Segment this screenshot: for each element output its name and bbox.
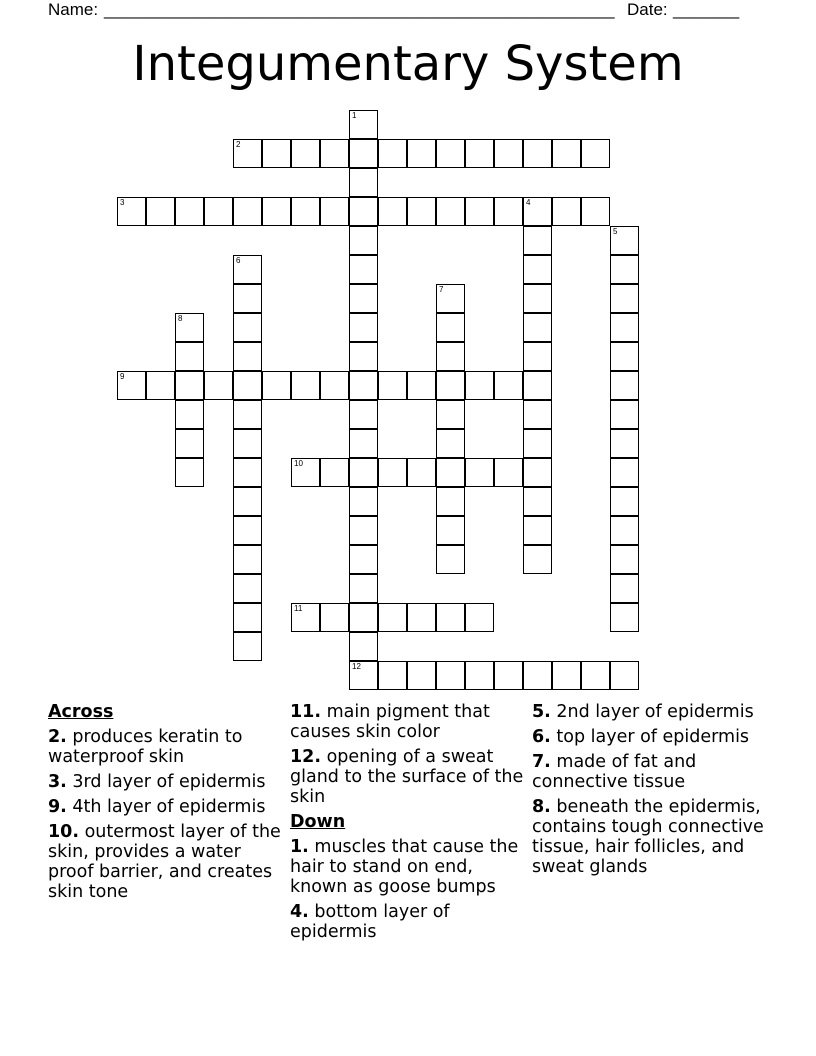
grid-cell[interactable] [378,139,407,168]
grid-cell[interactable] [494,661,523,690]
date-label: Date: [627,0,668,19]
grid-cell[interactable] [407,458,436,487]
grid-cell[interactable] [465,371,494,400]
grid-cell[interactable] [407,661,436,690]
clue-item: 12. opening of a sweat gland to the surface of the skin [290,747,524,807]
grid-cell[interactable] [523,197,552,226]
grid-cell[interactable] [349,284,378,313]
grid-cell[interactable] [233,603,262,632]
grid-cell[interactable] [465,139,494,168]
grid-cell[interactable] [610,458,639,487]
grid-cell[interactable] [349,197,378,226]
grid-cell[interactable] [175,458,204,487]
grid-cell[interactable] [320,197,349,226]
grid-cell[interactable] [523,458,552,487]
grid-cell[interactable] [610,487,639,516]
grid-cell[interactable] [436,429,465,458]
across-heading: Across [48,702,114,722]
grid-cell[interactable] [407,603,436,632]
date-field[interactable]: _______ [673,0,740,19]
grid-cell[interactable] [436,313,465,342]
grid-cell[interactable] [523,400,552,429]
clue-item: 2. produces keratin to waterproof skin [48,727,243,767]
clues-column-1 [48,702,283,907]
grid-cell[interactable] [320,139,349,168]
grid-cell[interactable] [117,371,146,400]
grid-cell[interactable] [349,429,378,458]
grid-cell[interactable] [581,197,610,226]
grid-cell[interactable] [407,197,436,226]
grid-cell[interactable] [610,284,639,313]
grid-cell[interactable] [523,661,552,690]
grid-cell[interactable] [349,545,378,574]
clues-column-3 [532,702,772,882]
clue-number: 2 [236,140,241,149]
grid-cell[interactable] [175,371,204,400]
grid-cell[interactable] [233,632,262,661]
grid-cell[interactable] [610,400,639,429]
grid-cell[interactable] [436,139,465,168]
grid-cell[interactable] [523,226,552,255]
grid-cell[interactable] [378,458,407,487]
grid-cell[interactable] [204,371,233,400]
grid-cell[interactable] [436,284,465,313]
grid-cell[interactable] [175,197,204,226]
grid-cell[interactable] [436,545,465,574]
grid-cell[interactable] [523,487,552,516]
grid-cell[interactable] [523,255,552,284]
grid-cell[interactable] [320,603,349,632]
grid-cell[interactable] [349,574,378,603]
grid-cell[interactable] [436,342,465,371]
grid-cell[interactable] [262,139,291,168]
grid-cell[interactable] [436,516,465,545]
grid-cell[interactable] [175,313,204,342]
grid-cell[interactable] [407,371,436,400]
grid-cell[interactable] [349,313,378,342]
grid-cell[interactable] [320,371,349,400]
grid-cell[interactable] [233,545,262,574]
grid-cell[interactable] [349,226,378,255]
clue-item: 5. 2nd layer of epidermis [532,702,754,722]
clue-number: 1 [352,111,357,120]
grid-cell[interactable] [320,458,349,487]
name-label: Name: [48,0,99,19]
grid-cell[interactable] [436,197,465,226]
down-heading: Down [290,812,346,832]
clue-number: 6 [236,256,241,265]
clue-number: 5 [613,227,618,236]
grid-cell[interactable] [291,458,320,487]
grid-cell[interactable] [436,400,465,429]
grid-cell[interactable] [436,371,465,400]
grid-cell[interactable] [523,545,552,574]
name-field[interactable]: ______________________________________________________ [104,0,615,19]
grid-cell[interactable] [349,661,378,690]
grid-cell[interactable] [523,371,552,400]
grid-cell[interactable] [349,516,378,545]
grid-cell[interactable] [175,400,204,429]
grid-cell[interactable] [233,371,262,400]
grid-cell[interactable] [291,603,320,632]
grid-cell[interactable] [436,661,465,690]
grid-cell[interactable] [494,139,523,168]
grid-cell[interactable] [436,458,465,487]
grid-cell[interactable] [523,284,552,313]
grid-cell[interactable] [378,661,407,690]
grid-cell[interactable] [436,487,465,516]
clue-item: 10. outermost layer of the skin, provides a water proof barrier, and creates skin tone [48,822,281,902]
page-title: Integumentary System [132,36,684,92]
grid-cell[interactable] [349,487,378,516]
grid-cell[interactable] [465,458,494,487]
grid-cell[interactable] [146,197,175,226]
clue-number: 9 [120,372,125,381]
grid-cell[interactable] [349,603,378,632]
grid-cell[interactable] [233,458,262,487]
grid-cell[interactable] [552,139,581,168]
grid-cell[interactable] [233,429,262,458]
grid-cell[interactable] [610,371,639,400]
grid-cell[interactable] [233,342,262,371]
grid-cell[interactable] [233,197,262,226]
grid-cell[interactable] [494,458,523,487]
grid-cell[interactable] [523,342,552,371]
clue-item: 3. 3rd layer of epidermis [48,772,266,792]
clue-number: 7 [439,285,444,294]
grid-cell[interactable] [349,110,378,139]
grid-cell[interactable] [233,139,262,168]
grid-cell[interactable] [291,371,320,400]
grid-cell[interactable] [610,545,639,574]
grid-cell[interactable] [465,603,494,632]
grid-cell[interactable] [378,603,407,632]
grid-cell[interactable] [233,516,262,545]
grid-cell[interactable] [610,313,639,342]
grid-cell[interactable] [349,255,378,284]
grid-cell[interactable] [581,661,610,690]
clue-item: 9. 4th layer of epidermis [48,797,266,817]
grid-cell[interactable] [436,603,465,632]
grid-cell[interactable] [349,458,378,487]
grid-cell[interactable] [262,197,291,226]
clue-number: 10 [294,459,303,468]
grid-cell[interactable] [349,632,378,661]
clue-number: 4 [526,198,531,207]
grid-cell[interactable] [610,603,639,632]
grid-cell[interactable] [349,139,378,168]
grid-cell[interactable] [407,139,436,168]
grid-cell[interactable] [349,371,378,400]
grid-cell[interactable] [233,284,262,313]
grid-cell[interactable] [581,139,610,168]
grid-cell[interactable] [349,168,378,197]
grid-cell[interactable] [233,574,262,603]
grid-cell[interactable] [175,429,204,458]
grid-cell[interactable] [523,516,552,545]
grid-cell[interactable] [146,371,175,400]
grid-cell[interactable] [610,255,639,284]
clue-item: 7. made of fat and connective tissue [532,752,697,792]
grid-cell[interactable] [523,139,552,168]
grid-cell[interactable] [291,197,320,226]
clue-item: 4. bottom layer of epidermis [290,902,450,942]
clue-item: 11. main pigment that causes skin color [290,702,490,742]
grid-cell[interactable] [610,429,639,458]
grid-cell[interactable] [349,400,378,429]
clue-item: 6. top layer of epidermis [532,727,750,747]
grid-cell[interactable] [204,197,233,226]
grid-cell[interactable] [378,371,407,400]
grid-cell[interactable] [552,197,581,226]
grid-cell[interactable] [610,226,639,255]
clue-number: 12 [352,662,361,671]
clue-item: 8. beneath the epidermis, contains tough connective tissue, hair follicles, and sweat glands [532,797,764,877]
grid-cell[interactable] [610,342,639,371]
grid-cell[interactable] [610,516,639,545]
grid-cell[interactable] [378,197,407,226]
grid-cell[interactable] [610,661,639,690]
grid-cell[interactable] [262,371,291,400]
grid-cell[interactable] [117,197,146,226]
grid-cell[interactable] [494,197,523,226]
grid-cell[interactable] [523,429,552,458]
clue-number: 8 [178,314,183,323]
grid-cell[interactable] [465,197,494,226]
clue-number: 3 [120,198,125,207]
grid-cell[interactable] [233,487,262,516]
grid-cell[interactable] [233,255,262,284]
grid-cell[interactable] [552,661,581,690]
grid-cell[interactable] [610,574,639,603]
clue-item: 1. muscles that cause the hair to stand on end, known as goose bumps [290,837,519,897]
clue-number: 11 [294,604,303,613]
grid-cell[interactable] [494,371,523,400]
grid-cell[interactable] [233,313,262,342]
grid-cell[interactable] [523,313,552,342]
grid-cell[interactable] [349,342,378,371]
grid-cell[interactable] [175,342,204,371]
grid-cell[interactable] [465,661,494,690]
grid-cell[interactable] [291,139,320,168]
grid-cell[interactable] [233,400,262,429]
clues-column-2 [290,702,525,947]
